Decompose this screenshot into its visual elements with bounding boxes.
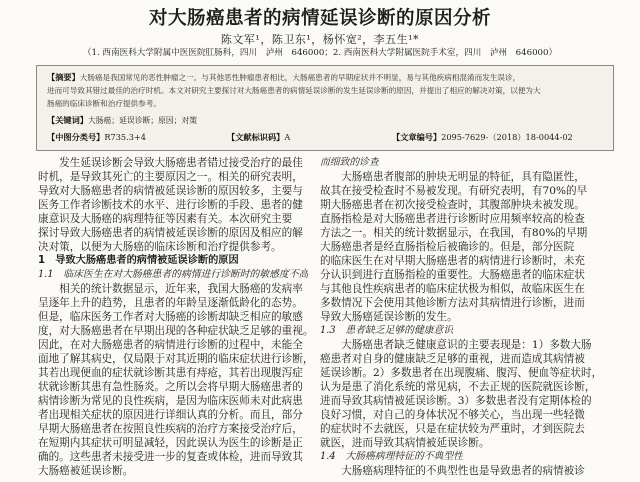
subsection-heading: 1.3 患者缺乏足够的健康意识 (320, 325, 454, 336)
clc-value: R735.3+4 (104, 132, 147, 142)
body-text-line: 状就诊断其患有急性肠炎。之所以会将早期大肠癌患者的 (38, 381, 303, 393)
body-text-line: 导致大肠癌延误诊断的发生。 (320, 311, 458, 323)
body-text-line: 延误诊断。2）多数患者在出现腹痛、腹泻、便血等症状时， (320, 367, 603, 379)
body-text-line: 大肠癌被延误诊断。 (38, 465, 134, 477)
keywords-label: 【关键词】 (47, 115, 88, 125)
body-text-line: 时机，是导致其死亡的主要原因之一。相关的研究表明， (38, 171, 303, 183)
doc-value: A (284, 132, 291, 142)
body-text-line: 认为是患了消化系统的常见病，不去正规的医院就医诊断， (320, 381, 596, 393)
abstract-line-1 (47, 72, 609, 83)
author-list: 陈文军¹，陈卫东¹，杨怀宽²，李五生¹* (220, 33, 420, 46)
abstract-line-2: 进而可导致其错过最佳的治疗时机。本文对研究主要探讨对大肠癌患者的病情延误诊断的发生延误诊断的原因，并提出了相应的解决对策，以便为大 (47, 86, 541, 95)
body-text-line: 病情诊断为常见的良性疾病，是因为临床医师未对此病患 (38, 395, 303, 407)
body-text-line: 多数情况下会使用其他诊断方法对其病情进行诊断，进而 (320, 297, 585, 309)
abstract-box (36, 65, 614, 151)
clc-field (47, 132, 146, 143)
body-text-line: 期大肠癌患者在初次接受检查时，其腹部肿块未被发现。 (320, 199, 585, 211)
body-text-line: 与其他良性疾病患者的临床症状极为相似，故临床医生在 (320, 283, 585, 295)
body-text-line: 康意识及大肠癌的病理特征等因素有关。本次研究主要 (38, 213, 293, 225)
subsection-heading: 1.1 临床医生在对大肠癌患者的病情进行诊断时的敏感度不高 (38, 269, 309, 280)
article-value: 2095-7629-（2018）18-0044-02 (441, 132, 573, 142)
affiliations: （1. 西南医科大学附属中医医院肛肠科，四川 泸州 646000；2. 西南医科大学附属医院手术室，四川 泸州 646000） (82, 48, 558, 58)
body-text-line: 导致对大肠癌患者的病情被延误诊断的原因较多，主要与 (38, 185, 303, 197)
body-text-line: 直肠指检是对大肠癌患者进行诊断时应用频率较高的检查 (320, 213, 585, 225)
body-text-line: 大肠癌患者腹部的肿块无明显的特征，具有隐匿性， (320, 171, 585, 183)
clc-label: 【中图分类号】 (47, 132, 105, 142)
doc-label: 【文献标识码】 (227, 132, 285, 142)
keywords-line (47, 115, 197, 126)
abstract-label: 【摘要】 (47, 72, 80, 82)
body-text-line: 分认识到进行直肠指检的重要性。大肠癌患者的临床症状 (320, 269, 585, 281)
body-text-line: 大肠癌患者是经直肠指检后被确诊的。但是，部分医院 (320, 241, 575, 253)
body-text-line: 但是，临床医务工作者对大肠癌的诊断却缺乏相应的敏感 (38, 311, 303, 323)
section-heading: 1 导致大肠癌患者的病情被延误诊断的原因 (38, 255, 239, 266)
body-text-line: 者出现相关症状的原因进行详细认真的分析。而且，部分 (38, 409, 303, 421)
body-text-line: 其若出现便血的症状就诊断其患有痔疮，其若出现腹泻症 (38, 367, 303, 379)
body-text-line: 相关的统计数据显示，近年来，我国大肠癌的发病率 (38, 283, 303, 295)
abstract-line-3: 肠癌的临床诊断和治疗提供参考。 (47, 99, 161, 108)
body-text-line: 故其在接受检查时不易被发现。有研究表明，有70%的早 (320, 185, 588, 197)
body-text-line: 的症状时不去就医，只是在症状较为严重时，才到医院去 (320, 423, 585, 435)
doc-field (227, 132, 290, 143)
paper-title: 对大肠癌患者的病情延误诊断的原因分析 (148, 8, 491, 29)
body-text-line: 大肠癌病理特征的不典型性也是导致患者的病情被诊 (320, 465, 585, 477)
body-text-line: 医务工作者诊断技术的水平、进行诊断的手段、患者的健 (38, 199, 303, 211)
body-text-line: 在短期内其症状可明显减轻，因此误认为医生的诊断是正 (38, 437, 303, 449)
body-text-line: 癌患者对自身的健康缺乏足够的重视，进而造成其病情被 (320, 353, 585, 365)
body-text-line: 大肠癌患者缺乏健康意识的主要表现是：1）多数大肠 (320, 339, 592, 351)
body-text-line: 呈逐年上升的趋势，且患者的年龄呈逐渐低龄化的态势。 (38, 297, 303, 309)
body-text-line: 度，对大肠癌患者在早期出现的各种症状缺乏足够的重视。 (38, 325, 314, 337)
body-text-line: 的临床医生在对早期大肠癌患者的病情进行诊断时，未充 (320, 255, 585, 267)
body-text-line: 因此，在对大肠癌患者的病情进行诊断的过程中，未能全 (38, 339, 303, 351)
body-text-line: 发生延误诊断会导致大肠癌患者错过接受治疗的最佳 (38, 157, 303, 169)
body-text-line: 进而导致其病情被延误诊断。3）多数患者没有定期体检的 (320, 395, 592, 407)
body-text-line: 良好习惯，对自己的身体状况不够关心，当出现一些轻微 (320, 409, 585, 421)
body-text-line: 方法之一。相关的统计数据显示，在我国，有80%的早期 (320, 227, 588, 239)
subsection-heading: 而细致的诊查 (320, 157, 379, 168)
body-text-line: 就医，进而导致其病情被延误诊断。 (320, 437, 490, 449)
subsection-heading: 1.4 大肠癌病理特征的不典型性 (320, 451, 463, 462)
body-text-line: 面地了解其病史，仅局限于对其近期的临床症状进行诊断， (38, 353, 314, 365)
abstract-text-1: 大肠癌是我国常见的恶性肿瘤之一。与其他恶性肿瘤患者相比，大肠癌患者的早期症状并不明显，易与其他疾病相混淆而发生误诊， (79, 73, 521, 82)
keywords-text: 大肠癌；延误诊断；原因；对策 (87, 116, 198, 125)
article-label: 【文章编号】 (392, 132, 442, 142)
body-text-line: 探讨导致大肠癌患者的病情被延误诊断的原因及相应的解 (38, 227, 303, 239)
body-text-line: 早期大肠癌患者在按照良性疾病的治疗方案接受治疗后， (38, 423, 303, 435)
body-text-line: 确的。这些患者未接受进一步的复查或体检，进而导致其 (38, 451, 303, 463)
article-field (392, 132, 573, 143)
body-text-line: 决对策，以便为大肠癌的临床诊断和治疗提供参考。 (38, 241, 282, 253)
